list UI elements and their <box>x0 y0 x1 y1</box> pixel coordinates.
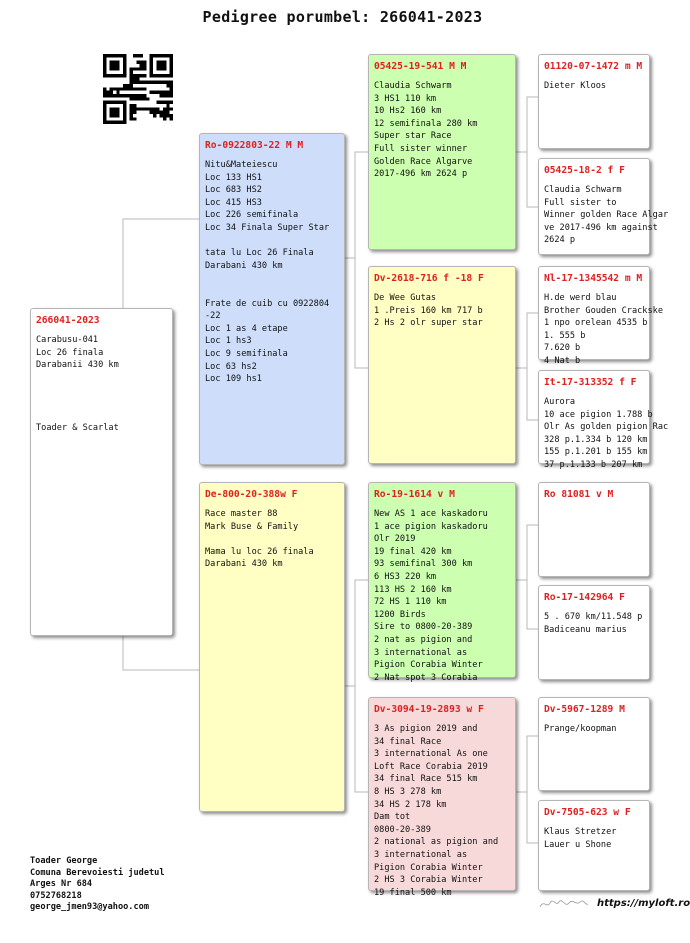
text-line: Loc 226 semifinala <box>205 210 299 221</box>
text-line: Loc 1 as 4 etape <box>205 323 288 334</box>
text-line: Nitu&Mateiescu <box>205 160 278 170</box>
dam-dam-lines <box>374 723 510 899</box>
text-line: 3 international As one <box>374 749 488 760</box>
text-line <box>205 285 339 298</box>
text-line: H.de werd blau <box>544 293 617 303</box>
text-line <box>36 397 167 410</box>
text-line: Lauer u Shone <box>544 839 612 850</box>
text-line <box>36 384 167 397</box>
text-line: Loc 415 HS3 <box>205 197 262 208</box>
text-line: 2 HS 3 Corabia Winter <box>374 875 483 886</box>
text-line: De Wee Gutas <box>374 293 437 303</box>
subject-ring: 266041-2023 <box>36 315 100 326</box>
ssd-lines <box>544 184 669 247</box>
text-line: 2017-496 km 2624 p <box>374 169 468 180</box>
text-line: 3 international as <box>374 849 468 860</box>
text-line <box>205 272 339 285</box>
dds-lines <box>544 723 644 736</box>
text-line: 1 .Preis 160 km 717 b <box>374 305 483 316</box>
text-line: 1 npo orelean 4535 b <box>544 318 648 329</box>
text-line: 3 As pigion 2019 and <box>374 724 478 734</box>
text-line: 34 final Race 515 km <box>374 774 478 785</box>
text-line: 2 national as pigion and <box>374 837 499 848</box>
text-line: Race master 88 <box>205 509 278 519</box>
text-line: 10 Hs2 160 km <box>374 106 442 117</box>
text-line: 19 final 500 km <box>374 887 452 898</box>
owner-contact <box>30 856 165 914</box>
text-line: Sire to 0800-20-389 <box>374 622 473 633</box>
ssd-ring: 05425-18-2 f F <box>544 165 625 176</box>
text-line <box>205 235 339 248</box>
text-line <box>205 533 339 546</box>
text-line: Klaus Stretzer <box>544 827 617 837</box>
text-line: Claudia Schwarm <box>544 185 622 195</box>
text-line: Golden Race Algarve <box>374 156 473 167</box>
text-line: Pigion Corabia Winter <box>374 862 483 873</box>
text-line: 2 Nat spot 3 Corabia <box>374 672 478 683</box>
ddd-lines <box>544 826 644 851</box>
text-line: george_jmen93@yahoo.com <box>30 902 149 913</box>
text-line: Darabani 430 km <box>205 559 283 570</box>
text-line: 12 semifinala 280 km <box>374 118 478 129</box>
text-line: Pigion Corabia Winter <box>374 660 483 671</box>
text-line: 34 HS 2 178 km <box>374 799 447 810</box>
sire-dam-card[interactable] <box>368 266 516 464</box>
text-line: 72 HS 1 110 km <box>374 597 447 608</box>
text-line: Toader & Scarlat <box>36 423 119 434</box>
sdd-lines <box>544 396 669 472</box>
text-line: Carabusu-041 <box>36 335 99 345</box>
text-line: ve 2017-496 km against <box>544 222 658 233</box>
text-line: Full sister to <box>544 197 617 208</box>
text-line: Super star Race <box>374 131 452 142</box>
text-line: Mama lu loc 26 finala <box>205 546 314 557</box>
text-line: Loc 1 hs3 <box>205 336 252 347</box>
sss-card[interactable] <box>538 54 650 149</box>
sds-ring: Nl-17-1345542 m M <box>544 273 643 284</box>
dsd-lines <box>544 611 644 636</box>
sdd-ring: It-17-313352 f F <box>544 377 637 388</box>
sire-lines <box>205 159 339 386</box>
text-line: Loc 109 hs1 <box>205 374 262 385</box>
text-line: 34 final Race <box>374 736 442 747</box>
dam-lines <box>205 508 339 571</box>
sds-lines <box>544 292 663 368</box>
sire-ring: Ro-0922803-22 M M <box>205 140 304 151</box>
text-line <box>36 410 167 423</box>
text-line: Claudia Schwarm <box>374 81 452 91</box>
text-line: 7.620 b <box>544 343 581 354</box>
subject-card[interactable] <box>30 308 173 636</box>
text-line: Badiceanu marius <box>544 624 627 635</box>
text-line: Winner golden Race Algar <box>544 210 669 221</box>
text-line: Aurora <box>544 397 576 407</box>
text-line: Darabani 430 km <box>205 260 283 271</box>
text-line: Loc 63 hs2 <box>205 361 257 372</box>
text-line: 2 nat as pigion and <box>374 634 473 645</box>
sire-dam-lines <box>374 292 510 330</box>
text-line: 0752768218 <box>30 890 82 901</box>
text-line: Olr 2019 <box>374 534 416 545</box>
text-line: 10 ace pigion 1.788 b <box>544 409 653 420</box>
text-line: 5 . 670 km/11.548 p <box>544 612 643 622</box>
text-line: 113 HS 2 160 km <box>374 584 452 595</box>
dam-sire-ring: Ro-19-1614 v M <box>374 489 455 500</box>
text-line: 3 HS1 110 km <box>374 93 437 104</box>
sire-sire-ring: 05425-19-541 M M <box>374 61 467 72</box>
text-line: Dieter Kloos <box>544 81 607 91</box>
text-line: Loft Race Corabia 2019 <box>374 761 488 772</box>
dam-card[interactable] <box>199 482 345 812</box>
text-line: Loc 133 HS1 <box>205 172 262 183</box>
dam-ring: De-800-20-388w F <box>205 489 298 500</box>
dds-card[interactable] <box>538 697 650 791</box>
text-line: 1 ace pigion kaskadoru <box>374 521 488 532</box>
text-line: Loc 683 HS2 <box>205 185 262 196</box>
text-line: 2624 p <box>544 235 576 246</box>
text-line: Frate de cuib cu 0922804 <box>205 298 330 309</box>
text-line: 0800-20-389 <box>374 824 431 835</box>
sss-ring: 01120-07-1472 m M <box>544 61 643 72</box>
sire-sire-lines <box>374 80 510 181</box>
sire-dam-ring: Dv-2618-716 f -18 F <box>374 273 484 284</box>
dam-sire-lines <box>374 508 510 684</box>
dam-sire-card[interactable] <box>368 482 516 683</box>
text-line: tata lu Loc 26 Finala <box>205 248 314 259</box>
text-line: 6 HS3 220 km <box>374 571 437 582</box>
ddd-ring: Dv-7505-623 w F <box>544 807 631 818</box>
text-line: 19 final 420 km <box>374 546 452 557</box>
text-line: New AS 1 ace kaskadoru <box>374 509 488 519</box>
text-line: Olr As golden pigion Rac <box>544 422 669 433</box>
text-line: 155 p.1.201 b 155 km <box>544 447 648 458</box>
text-line: 4 Nat b <box>544 355 581 366</box>
text-line: 1. 555 b <box>544 330 586 341</box>
text-line: 8 HS 3 278 km <box>374 786 442 797</box>
ssd-card[interactable] <box>538 158 669 255</box>
text-line: Arges Nr 684 <box>30 879 93 890</box>
text-line: 2 Hs 2 olr super star <box>374 318 483 329</box>
text-line: Mark Buse & Family <box>205 521 299 532</box>
text-line: 3 international as <box>374 647 468 658</box>
signature-scribble <box>538 897 590 911</box>
dam-dam-card[interactable] <box>368 697 516 898</box>
dsd-ring: Ro-17-142964 F <box>544 592 625 603</box>
text-line: -22 <box>205 311 221 322</box>
text-line: Loc 34 Finala Super Star <box>205 222 330 233</box>
text-line: Loc 9 semifinala <box>205 348 288 359</box>
sire-card[interactable] <box>199 133 345 465</box>
site-link[interactable]: https://myloft.ro <box>597 898 690 909</box>
text-line: Full sister winner <box>374 143 468 154</box>
text-line: Brother Gouden Crackske <box>544 305 663 316</box>
text-line <box>36 372 167 385</box>
page-title: Pedigree porumbel: 266041-2023 <box>202 8 483 26</box>
text-line: 328 p.1.334 b 120 km <box>544 434 648 445</box>
dsd-card[interactable] <box>538 585 650 680</box>
text-line: Comuna Berevoiesti judetul <box>30 867 165 878</box>
dss-ring: Ro 81081 v M <box>544 489 614 500</box>
dds-ring: Dv-5967-1289 M <box>544 704 625 715</box>
text-line: Darabanii 430 km <box>36 360 119 371</box>
sdd-card[interactable] <box>538 370 669 470</box>
text-line: Dam tot <box>374 812 411 823</box>
text-line: 37 p.1.133 b 207 km <box>544 459 643 470</box>
text-line: Loc 26 finala <box>36 347 104 358</box>
dam-dam-ring: Dv-3094-19-2893 w F <box>374 704 484 715</box>
text-line: Toader George <box>30 856 98 866</box>
sire-sire-card[interactable] <box>368 54 516 250</box>
text-line: 93 semifinal 300 km <box>374 559 473 570</box>
dss-card[interactable] <box>538 482 650 577</box>
text-line: 1200 Birds <box>374 609 426 620</box>
ddd-card[interactable] <box>538 800 650 891</box>
sss-lines <box>544 80 644 93</box>
subject-lines <box>36 334 167 435</box>
sds-card[interactable] <box>538 266 663 366</box>
text-line: Prange/koopman <box>544 724 617 734</box>
